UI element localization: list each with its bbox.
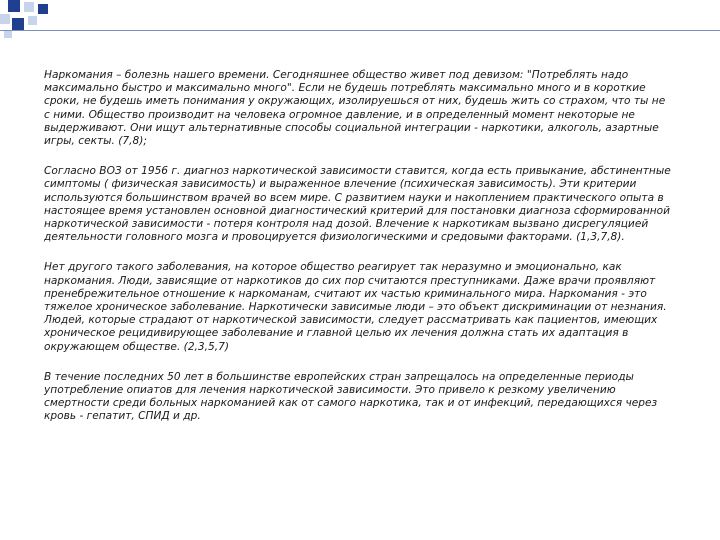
decor-square bbox=[38, 4, 48, 14]
paragraph: Наркомания – болезнь нашего времени. Сегодняшнее общество живет под девизом: "Потреблять надо максимально быстро и максимально много". Если не будешь потреблять максимально много и в короткие сроки, не будешь иметь понимания у окружающих, изолируешься от них, будешь жить со страхом, что ты не с ними. Общество производит на человека огромное давление, и в определенный момент некоторые не выдерживают. Они ищут альтернативные способы социальной интеграции - наркотики, алкоголь, азартные игры, секты. (7,8); bbox=[44, 69, 666, 148]
header-rule bbox=[0, 30, 720, 31]
decor-square bbox=[8, 0, 20, 12]
paragraph: В течение последних 50 лет в большинстве европейских стран запрещалось на определенные периоды употребление опиатов для лечения наркотической зависимости. Это привело к резкому увеличению смертности среди больных наркоманией как от самого наркотика, так и от инфекций, передающихся через кровь - гепатит, СПИД и др. bbox=[44, 370, 658, 423]
decor-square bbox=[0, 14, 10, 24]
paragraph: Согласно ВОЗ от 1956 г. диагноз наркотической зависимости ставится, когда есть привыкание, абстинентные симптомы ( физическая зависимость) и выраженное влечение (психическая зависимость). Эти критерии используются большинством врачей во всем мире. С развитием науки и накоплением практического опыта в настоящее время установлен основной диагностический критерий для постановки диагноза сформированной наркотической зависимости - потеря контроля над дозой. Влечение к наркотикам вызвано дисрегуляцией деятельности головного мозга и провоцируется физиологическими и средовыми факторами. (1,3,7,8). bbox=[44, 165, 671, 244]
decor-square bbox=[24, 2, 34, 12]
corner-decoration bbox=[0, 0, 60, 40]
paragraph: Нет другого такого заболевания, на которое общество реагирует так неразумно и эмоционально, как наркомания. Люди, зависящие от наркотиков до сих пор считаются преступниками. Даже врачи проявляют пренебрежительное отношение к наркоманам, считают их частью криминального мира. Наркомания - это тяжелое хроническое заболевание. Наркотически зависимые люди – это объект дискриминации от незнания. Людей, которые страдают от наркотической зависимости, следует рассматривать как пациентов, имеющих хроническое рецидивирующее заболевание и главной целью их лечения должна стать их адаптация в окружающем обществе. (2,3,5,7) bbox=[44, 261, 667, 353]
decor-square bbox=[12, 18, 24, 30]
decor-square bbox=[28, 16, 37, 25]
decor-square bbox=[4, 30, 12, 38]
slide-body bbox=[44, 69, 672, 441]
